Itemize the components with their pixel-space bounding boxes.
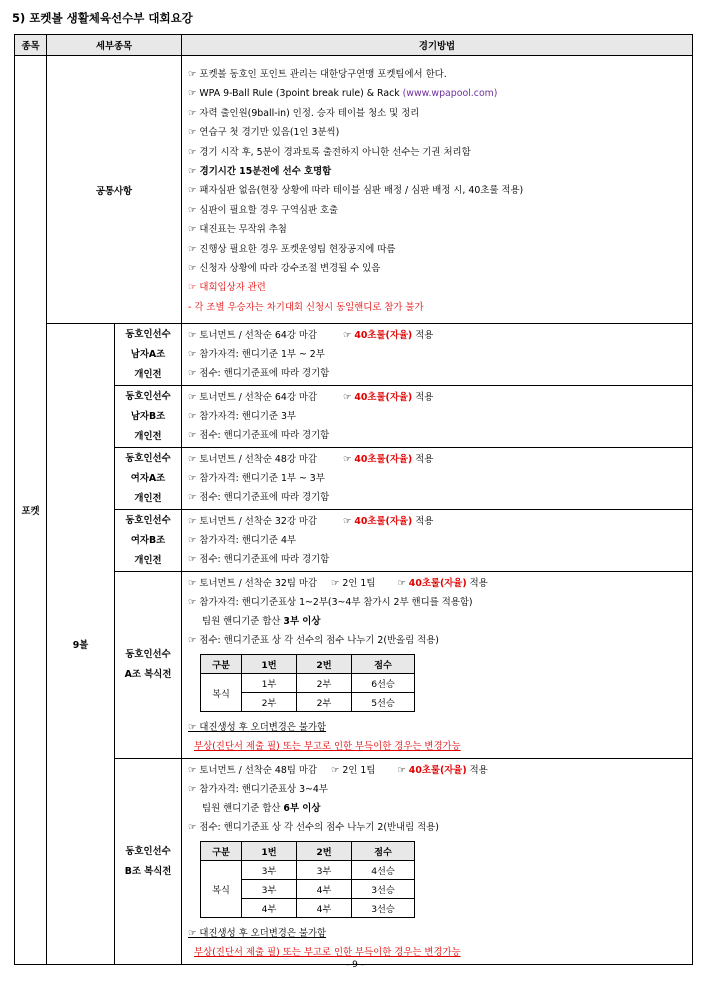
singles-row xyxy=(15,386,693,448)
wpa-link[interactable]: (www.wpapool.com) xyxy=(402,88,498,100)
division-rules: ☞ 토너먼트 / 선착순 32팀 마감 ☞ 2인 1팀 ☞ 40초룰(자율) 적용 ☞ 참가자격: 핸디기준표상 1~2부(3~4부 참가시 2부 핸디를 적용함) 팀원 핸디기준 합산 3부 이상 ☞ 점수: 핸디기준표 상 각 선수의 점수 나누기 2(반올림 적용) 구분 1번 2번 점수 복식 1부 2부 6선승 2부 2부 5선승 ☞ 대진생성 후 오더변경은 불가함 부상(진단서 제출 필) 또는 부고로 인한 부득이한 경우는 변경가능 xyxy=(182,572,693,759)
division-cell: 동호인선수 여자B조 개인전 xyxy=(115,510,182,572)
header-row xyxy=(15,35,693,56)
common-line: - 각 조별 우승자는 차기대회 신청시 동일핸디로 참가 불가 xyxy=(188,301,424,313)
common-line: ☞ 패자심판 없음(현장 상황에 따라 테이블 심판 배정 / 심판 배정 시, 40초룰 적용) xyxy=(188,185,524,197)
division-rules: ☞ 토너먼트 / 선착순 32강 마감 ☞ 40초룰(자율) 적용 ☞ 참가자격: 핸디기준 4부 ☞ 점수: 핸디기준표에 따라 경기함 xyxy=(182,510,693,572)
common-line: ☞ 신청자 상황에 따라 강수조절 변경될 수 있음 xyxy=(188,262,381,274)
singles-row xyxy=(15,448,693,510)
division-rules: ☞ 토너먼트 / 선착순 64강 마감 ☞ 40초룰(자율) 적용 ☞ 참가자격: 핸디기준 1부 ~ 2부 ☞ 점수: 핸디기준표에 따라 경기함 xyxy=(182,324,693,386)
common-line: ☞ 연습구 첫 경기만 있음(1인 3분씩) xyxy=(188,127,340,139)
division-cell: 동호인선수 B조 복식전 xyxy=(115,759,182,965)
common-line: ☞ 포켓볼 동호인 포인트 관리는 대한당구연맹 포켓팀에서 한다. xyxy=(188,69,447,80)
common-lines xyxy=(182,56,693,324)
common-line: ☞ 자력 출인원(9ball-in) 인정. 승자 테이블 청소 및 정리 xyxy=(188,107,420,119)
division-cell: 동호인선수 여자A조 개인전 xyxy=(115,448,182,510)
division-cell: 동호인선수 남자B조 개인전 xyxy=(115,386,182,448)
division-rules: ☞ 토너먼트 / 선착순 48강 마감 ☞ 40초룰(자율) 적용 ☞ 참가자격: 핸디기준 1부 ~ 3부 ☞ 점수: 핸디기준표에 따라 경기함 xyxy=(182,448,693,510)
singles-row xyxy=(15,324,693,386)
singles-row xyxy=(15,510,693,572)
page-title: 5) 포켓볼 생활체육선수부 대회요강 xyxy=(12,11,193,25)
division-cell: 동호인선수 남자A조 개인전 xyxy=(115,324,182,386)
doubles-row xyxy=(15,572,693,759)
page-number: - 9 - xyxy=(346,960,364,970)
division-rules: ☞ 토너먼트 / 선착순 64강 마감 ☞ 40초룰(자율) 적용 ☞ 참가자격: 핸디기준 3부 ☞ 점수: 핸디기준표에 따라 경기함 xyxy=(182,386,693,448)
common-line: ☞ 경기 시작 후, 5분이 경과토록 출전하지 아니한 선수는 기권 처리함 xyxy=(188,146,471,158)
common-line: ☞ WPA 9-Ball Rule (3point break rule) & Rack (www.wpapool.com) xyxy=(188,88,498,100)
nine-ball-cell: 9볼 xyxy=(47,324,115,965)
header-method: 경기방법 xyxy=(182,35,693,56)
common-line: ☞ 대회입상자 관련 xyxy=(188,282,266,294)
division-cell: 동호인선수 A조 복식전 xyxy=(115,572,182,759)
common-line: ☞ 심판이 필요할 경우 구역심판 호출 xyxy=(188,204,339,216)
common-line: ☞ 대진표는 무작위 추첨 xyxy=(188,224,287,236)
division-rules: ☞ 토너먼트 / 선착순 48팀 마감 ☞ 2인 1팀 ☞ 40초룰(자율) 적용 ☞ 참가자격: 핸디기준표상 3~4부 팀원 핸디기준 합산 6부 이상 ☞ 점수: 핸디기준표 상 각 선수의 점수 나누기 2(반내림 적용) 구분 1번 2번 점수 복식 3부 3부 4선승 3부 4부 3선승 4부 4부 3선승 ☞ 대진생성 후 오더변경은 불가함 부상(진단서 제출 필) 또는 부고로 인한 부득이한 경우는 변경가능 xyxy=(182,759,693,965)
doubles-row xyxy=(15,759,693,965)
rules-table xyxy=(14,34,693,965)
event-cell: 포켓 xyxy=(15,56,47,965)
header-sub-event: 세부종목 xyxy=(47,35,182,56)
common-line: ☞ 진행상 필요한 경우 포켓운영팀 현장공지에 따름 xyxy=(188,243,396,255)
header-event: 종목 xyxy=(15,35,47,56)
score-table: 구분 1번 2번 점수 복식 1부 2부 6선승 2부 2부 5선승 xyxy=(200,654,415,712)
common-row xyxy=(15,56,693,324)
common-label: 공통사항 xyxy=(47,56,182,324)
common-line: ☞ 경기시간 15분전에 선수 호명함 xyxy=(188,165,332,177)
score-table: 구분 1번 2번 점수 복식 3부 3부 4선승 3부 4부 3선승 4부 4부 3선승 xyxy=(200,841,415,918)
